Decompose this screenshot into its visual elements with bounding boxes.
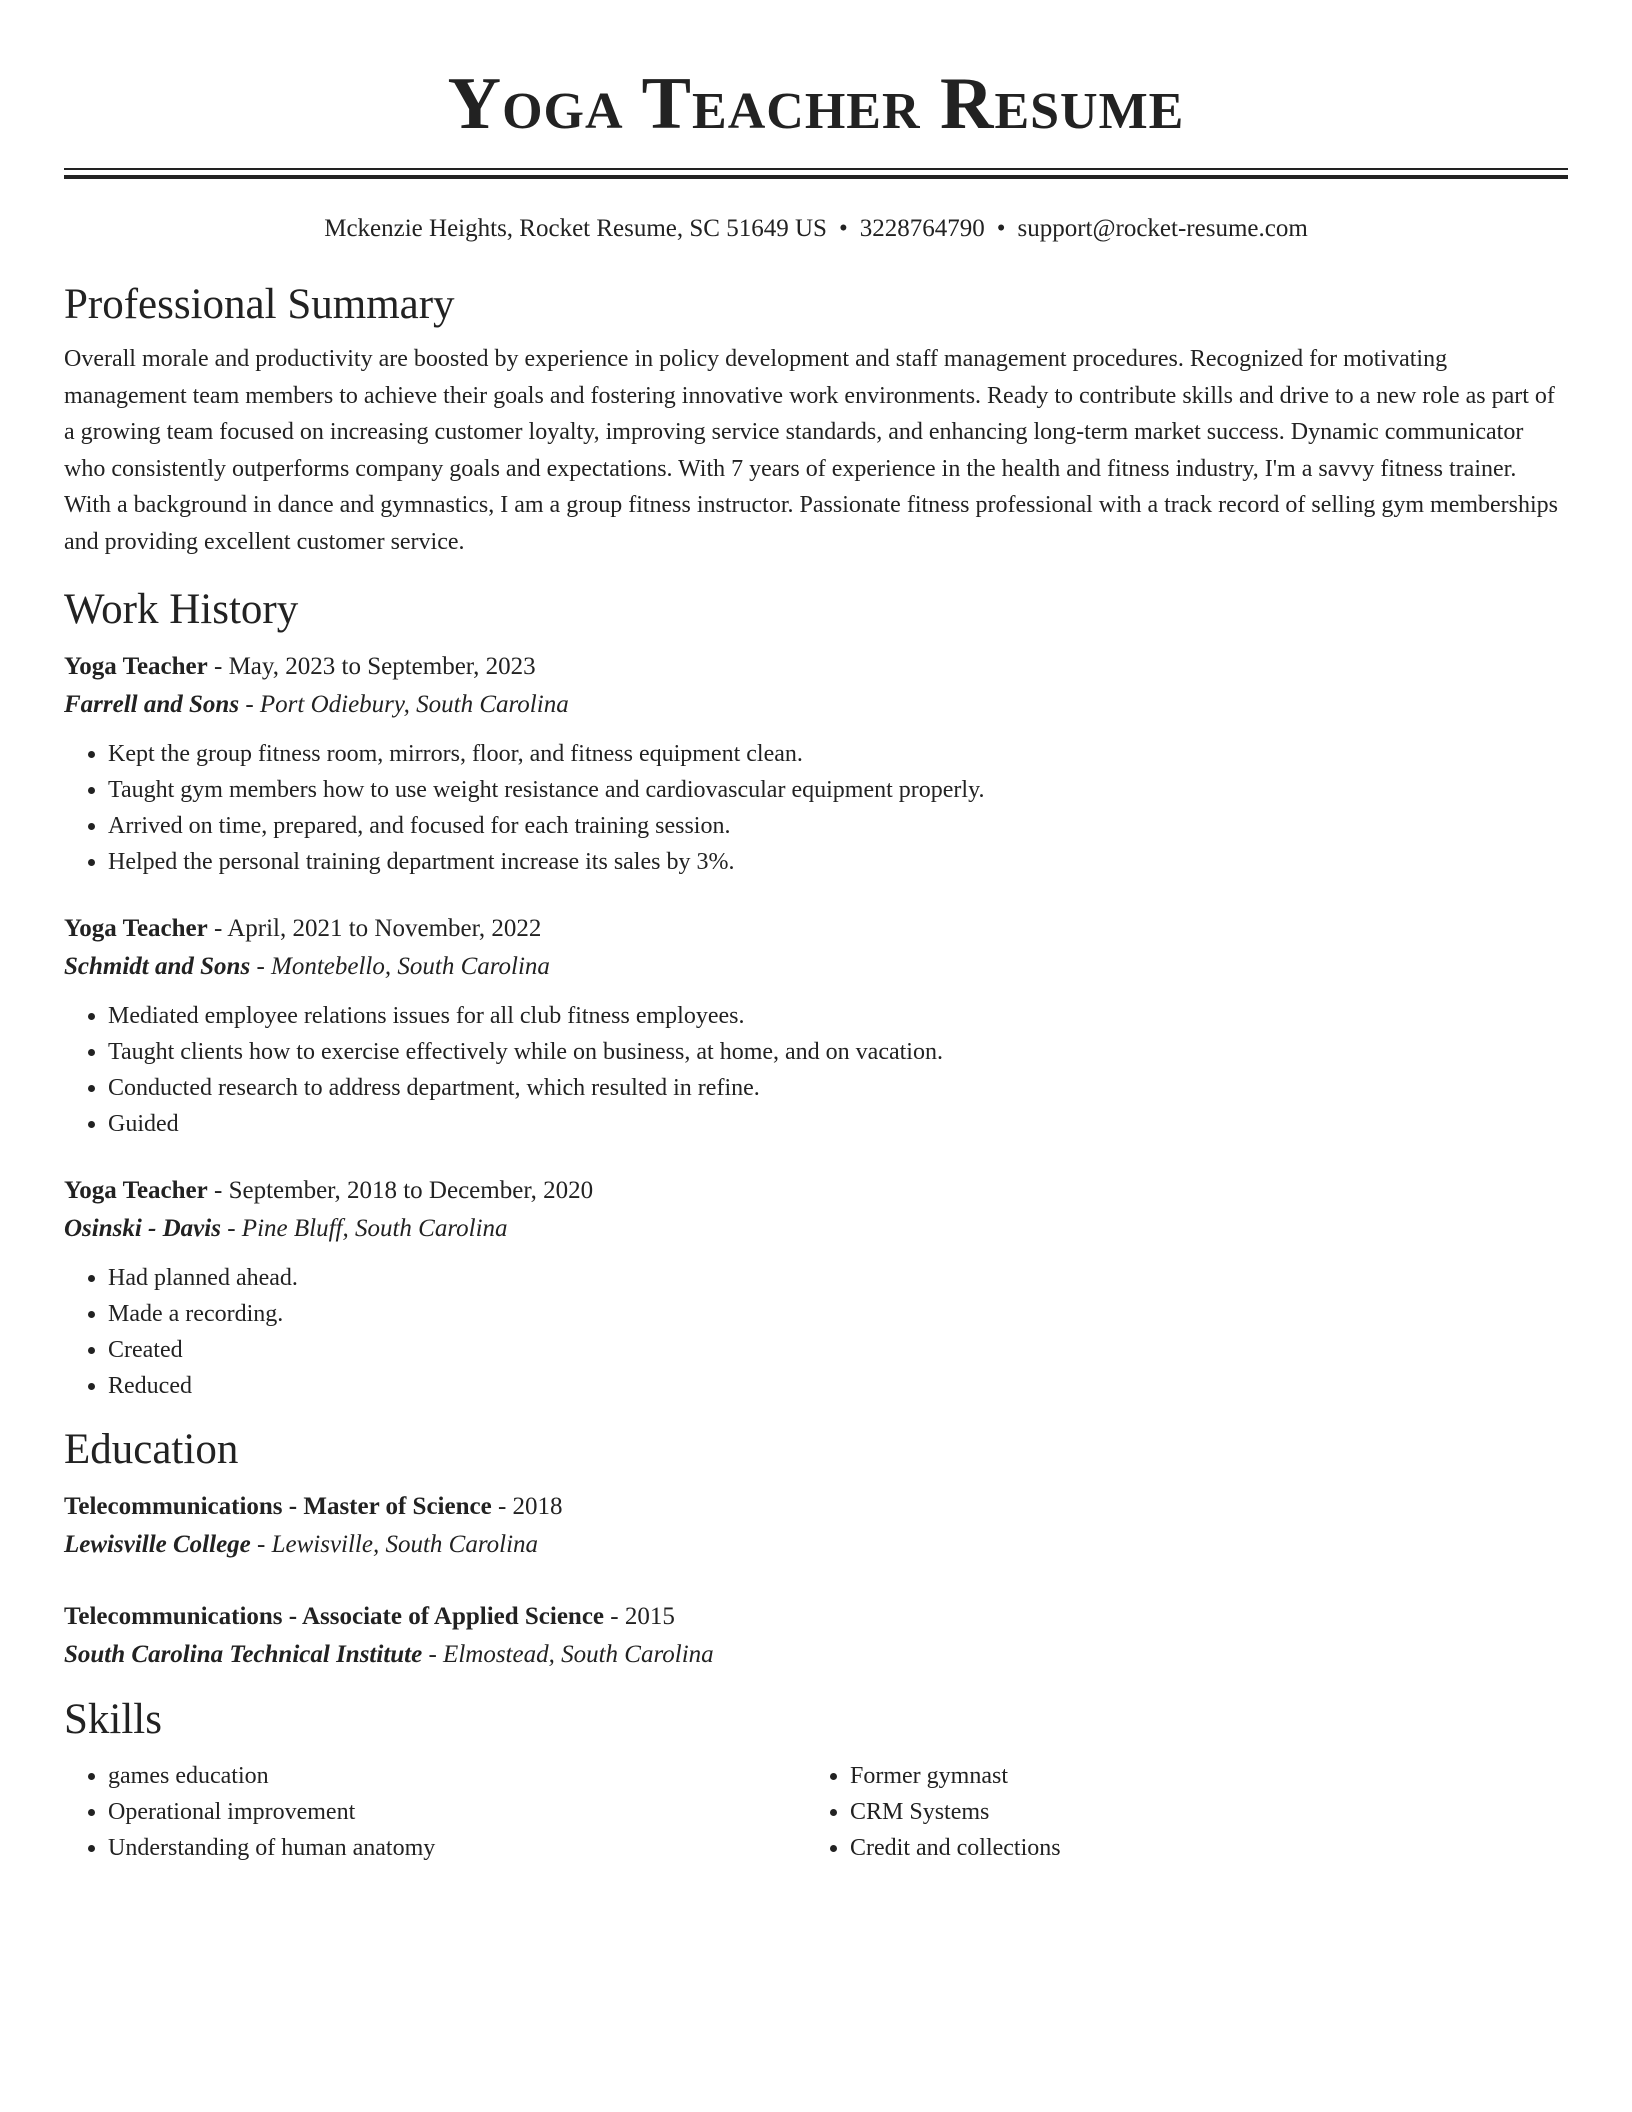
skills-heading: Skills bbox=[64, 1696, 162, 1743]
job-company-line bbox=[64, 948, 1568, 986]
education-heading: Education bbox=[64, 1426, 239, 1473]
job-dates: - May, 2023 to September, 2023 bbox=[207, 653, 536, 680]
contact-separator: • bbox=[996, 215, 1006, 242]
education-location: - Elmostead, South Carolina bbox=[422, 1641, 714, 1668]
education-year: - 2018 bbox=[491, 1493, 563, 1520]
skills-list-right bbox=[806, 1758, 1548, 1866]
summary-heading: Professional Summary bbox=[64, 281, 455, 328]
job-bullet: • Arrived on time, prepared, and focused for each training session. bbox=[108, 808, 1568, 844]
education-school-line bbox=[64, 1526, 1568, 1564]
contact-phone: 3228764790 bbox=[859, 215, 985, 242]
contact-email: support@rocket-resume.com bbox=[1017, 215, 1308, 242]
job-title-line bbox=[64, 648, 1568, 686]
contact-line bbox=[64, 213, 1568, 245]
job-bullet: • Helped the personal training department increase its sales by 3%. bbox=[108, 844, 1568, 880]
job-bullet: • Conducted research to address department, which resulted in refine. bbox=[108, 1070, 1568, 1106]
skill-item: • Former gymnast bbox=[850, 1758, 1548, 1794]
skill-item: • Credit and collections bbox=[850, 1830, 1548, 1866]
job-company: Schmidt and Sons bbox=[64, 953, 251, 980]
education-degree-line bbox=[64, 1598, 1568, 1636]
job-dates: - April, 2021 to November, 2022 bbox=[207, 915, 542, 942]
job-company: Osinski - Davis bbox=[64, 1215, 221, 1242]
education-degree-line bbox=[64, 1488, 1568, 1526]
job-bullet: • Mediated employee relations issues for all club fitness employees. bbox=[108, 998, 1568, 1034]
job-company-line bbox=[64, 1210, 1568, 1248]
job-bullets bbox=[64, 736, 1568, 880]
education-entry bbox=[64, 1488, 1568, 1564]
job-title-line bbox=[64, 1172, 1568, 1210]
job-entry bbox=[64, 910, 1568, 1142]
skills-list-left bbox=[64, 1758, 806, 1866]
contact-address: Mckenzie Heights, Rocket Resume, SC 51649 US bbox=[324, 215, 827, 242]
job-bullet: • Created bbox=[108, 1332, 1568, 1368]
job-title: Yoga Teacher bbox=[64, 653, 208, 680]
job-location: - Port Odiebury, South Carolina bbox=[239, 691, 569, 718]
job-bullets bbox=[64, 1260, 1568, 1404]
job-bullet: • Guided bbox=[108, 1106, 1568, 1142]
skill-item: • games education bbox=[108, 1758, 806, 1794]
education-location: - Lewisville, South Carolina bbox=[250, 1531, 539, 1558]
resume-page bbox=[64, 0, 1568, 1866]
job-entry bbox=[64, 1172, 1568, 1404]
education-school-line bbox=[64, 1636, 1568, 1674]
job-bullet: • Had planned ahead. bbox=[108, 1260, 1568, 1296]
education-school: Lewisville College bbox=[64, 1531, 251, 1558]
job-bullet: • Made a recording. bbox=[108, 1296, 1568, 1332]
education-degree: Telecommunications - Master of Science bbox=[64, 1493, 492, 1520]
resume-title: Yoga Teacher Resume bbox=[447, 63, 1185, 145]
work-history-heading: Work History bbox=[64, 586, 299, 633]
job-dates: - September, 2018 to December, 2020 bbox=[207, 1177, 594, 1204]
job-company: Farrell and Sons bbox=[64, 691, 240, 718]
job-location: - Pine Bluff, South Carolina bbox=[220, 1215, 508, 1242]
title-divider-thin bbox=[64, 168, 1568, 170]
job-bullet: • Kept the group fitness room, mirrors, floor, and fitness equipment clean. bbox=[108, 736, 1568, 772]
skill-item: • CRM Systems bbox=[850, 1794, 1548, 1830]
skills-columns bbox=[64, 1758, 1568, 1866]
contact-separator: • bbox=[838, 215, 848, 242]
job-title-line bbox=[64, 910, 1568, 948]
job-bullet: • Taught gym members how to use weight resistance and cardiovascular equipment properly. bbox=[108, 772, 1568, 808]
education-entry bbox=[64, 1598, 1568, 1674]
job-bullet: • Reduced bbox=[108, 1368, 1568, 1404]
job-entry bbox=[64, 648, 1568, 880]
skill-item: • Understanding of human anatomy bbox=[108, 1830, 806, 1866]
title-divider-thick bbox=[64, 175, 1568, 179]
skill-item: • Operational improvement bbox=[108, 1794, 806, 1830]
job-location: - Montebello, South Carolina bbox=[250, 953, 550, 980]
job-company-line bbox=[64, 686, 1568, 724]
job-bullets bbox=[64, 998, 1568, 1142]
education-year: - 2015 bbox=[604, 1603, 675, 1630]
job-bullet: • Taught clients how to exercise effectively while on business, at home, and on vacation. bbox=[108, 1034, 1568, 1070]
job-title: Yoga Teacher bbox=[64, 1177, 208, 1204]
education-degree: Telecommunications - Associate of Applied Science bbox=[64, 1603, 605, 1630]
job-title: Yoga Teacher bbox=[64, 915, 208, 942]
summary-text: Overall morale and productivity are boosted by experience in policy development and staff management procedures. Recognized for motivating management team members to achieve their goals and fostering innovative work environments. Ready to contribute skills and drive to a new role as part of a growing team focused on increasing customer loyalty, improving service standards, and enhancing long-term market success. Dynamic communicator who consistently outperforms company goals and expectations. With 7 years of experience in the health and fitness industry, I'm a savvy fitness trainer. With a background in dance and gymnastics, I am a group fitness instructor. Passionate fitness professional with a track record of selling gym memberships and providing excellent customer service. bbox=[64, 346, 1559, 555]
education-school: South Carolina Technical Institute bbox=[64, 1641, 423, 1668]
